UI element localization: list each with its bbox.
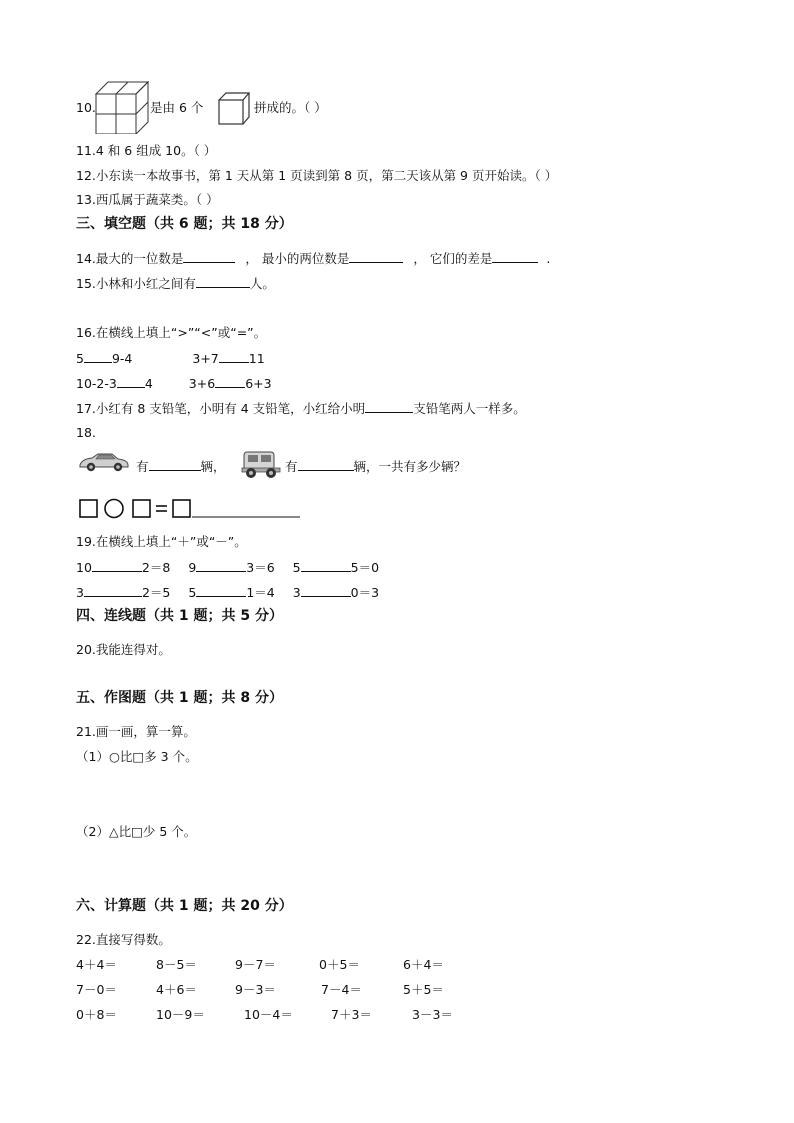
square-box xyxy=(133,500,150,517)
calc-item: 8－5＝ xyxy=(156,957,197,972)
expr: 3 xyxy=(76,585,84,600)
expr: 9 xyxy=(188,560,197,575)
q18-part-a: 有 xyxy=(136,459,149,474)
expr: 3＝6 xyxy=(246,560,275,575)
answer-blank[interactable] xyxy=(215,375,245,388)
cube-stack-figure xyxy=(94,80,150,134)
section-4-heading: 四、连线题（共 1 题；共 5 分） xyxy=(76,608,283,624)
q15-part-b: 人。 xyxy=(249,276,275,291)
expr: 5 xyxy=(188,585,197,600)
calc-item: 7＋3＝ xyxy=(331,1007,372,1022)
section-6-heading: 六、计算题（共 1 题；共 20 分） xyxy=(76,898,293,914)
square-box xyxy=(173,500,190,517)
calc-item: 7－0＝ xyxy=(76,982,117,997)
calc-item: 4＋6＝ xyxy=(156,982,197,997)
q15-part-a: 15.小林和小红之间有 xyxy=(76,276,196,291)
calc-item: 5＋5＝ xyxy=(403,982,444,997)
expr: 4 xyxy=(144,376,153,391)
circle-box xyxy=(105,500,123,518)
q17-part-b: 支铅笔两人一样多。 xyxy=(413,401,526,416)
q10 xyxy=(76,100,96,116)
answer-blank[interactable] xyxy=(183,250,235,263)
q18-line xyxy=(136,458,226,475)
q14-part-c: ， 它们的差是 xyxy=(413,251,493,266)
expr: 10-2-3 xyxy=(76,376,117,391)
answer-blank[interactable] xyxy=(84,584,142,597)
q14 xyxy=(76,250,550,267)
calc-item: 4＋4＝ xyxy=(76,957,117,972)
answer-blank[interactable] xyxy=(84,350,112,363)
expr: 3 xyxy=(292,585,301,600)
expr: 2＝5 xyxy=(141,585,171,600)
answer-blank[interactable] xyxy=(196,275,250,288)
q21-part-1: （1）○比□多 3 个。 xyxy=(76,749,198,764)
q22-row-1 xyxy=(76,957,483,973)
q18-part-b: 辆， xyxy=(200,459,226,474)
answer-blank[interactable] xyxy=(492,250,538,263)
answer-blank[interactable] xyxy=(301,559,351,572)
square-box xyxy=(80,500,97,517)
q18-part-d: 辆，一共有多少辆？ xyxy=(353,459,467,474)
expr: 5＝0 xyxy=(350,560,380,575)
expr: 5 xyxy=(292,560,301,575)
section-3-heading: 三、填空题（共 6 题；共 18 分） xyxy=(76,216,293,232)
q18-line-2 xyxy=(285,458,466,475)
answer-blank[interactable] xyxy=(196,559,246,572)
q14-part-a: 14.最大的一位数是 xyxy=(76,251,184,266)
q16-row-1 xyxy=(76,350,265,367)
q10-number: 10. xyxy=(76,100,96,115)
q20: 20.我能连得对。 xyxy=(76,642,171,657)
answer-blank[interactable] xyxy=(219,350,249,363)
q19-row-2 xyxy=(76,584,379,601)
answer-blank[interactable] xyxy=(92,559,142,572)
q19: 19.在横线上填上“＋”或“－”。 xyxy=(76,534,247,549)
expr: 10 xyxy=(76,560,92,575)
section-5-heading: 五、作图题（共 1 题；共 8 分） xyxy=(76,690,283,706)
expr: 5 xyxy=(76,351,84,366)
q19-row-1 xyxy=(76,559,379,576)
answer-blank[interactable] xyxy=(301,584,351,597)
q17-part-a: 17.小红有 8 支铅笔，小明有 4 支铅笔，小红给小明 xyxy=(76,401,366,416)
q15 xyxy=(76,275,275,292)
q22-row-2 xyxy=(76,982,483,998)
calc-item: 10－9＝ xyxy=(156,1007,205,1022)
expr: 2＝8 xyxy=(141,560,171,575)
q21: 21.画一画，算一算。 xyxy=(76,724,196,739)
expr: 1＝4 xyxy=(246,585,275,600)
q18-part-c: 有 xyxy=(285,459,298,474)
q14-part-d: . xyxy=(546,251,551,266)
calc-item: 10－4＝ xyxy=(244,1007,293,1022)
calc-item: 0＋8＝ xyxy=(76,1007,117,1022)
calc-item: 9－3＝ xyxy=(235,982,276,997)
calc-item: 9－7＝ xyxy=(235,957,276,972)
q12: 12.小东读一本故事书，第 1 天从第 1 页读到第 8 页，第二天该从第 9 页开始读。（ ） xyxy=(76,168,558,183)
expr: 9-4 xyxy=(111,351,133,366)
q22: 22.直接写得数。 xyxy=(76,932,171,947)
expr: 3+7 xyxy=(192,351,219,366)
q22-row-3 xyxy=(76,1007,492,1023)
answer-blank[interactable] xyxy=(196,584,246,597)
q16: 16.在横线上填上“>”“<”或“=”。 xyxy=(76,325,267,340)
answer-blank[interactable] xyxy=(349,250,403,263)
q10-mid-text: 是由 6 个 xyxy=(150,100,204,115)
q18-number: 18. xyxy=(76,425,96,440)
truck-icon xyxy=(240,448,282,480)
calc-item: 6＋4＝ xyxy=(403,957,444,972)
calc-item: 0＋5＝ xyxy=(319,957,360,972)
q14-part-b: ， 最小的两位数是 xyxy=(245,251,350,266)
q17 xyxy=(76,400,526,417)
answer-blank[interactable] xyxy=(149,458,201,471)
car-icon xyxy=(78,451,130,473)
q21-part-2: （2）△比□少 5 个。 xyxy=(76,824,197,839)
calc-item: 7－4＝ xyxy=(321,982,362,997)
answer-blank[interactable] xyxy=(298,458,354,471)
expr: 0＝3 xyxy=(350,585,380,600)
answer-blank[interactable] xyxy=(117,375,145,388)
single-cube-figure xyxy=(218,92,250,126)
expr: 6+3 xyxy=(245,376,272,391)
expr: 3+6 xyxy=(188,376,216,391)
answer-blank[interactable] xyxy=(365,400,413,413)
calc-item: 3－3＝ xyxy=(412,1007,453,1022)
expr: 11 xyxy=(248,351,265,366)
q16-row-2 xyxy=(76,375,272,392)
q13: 13.西瓜属于蔬菜类。（ ） xyxy=(76,192,219,207)
q11: 11.4 和 6 组成 10。（ ） xyxy=(76,143,217,158)
q10-end-text: 拼成的。（ ） xyxy=(254,100,327,115)
equation-template xyxy=(78,497,302,521)
